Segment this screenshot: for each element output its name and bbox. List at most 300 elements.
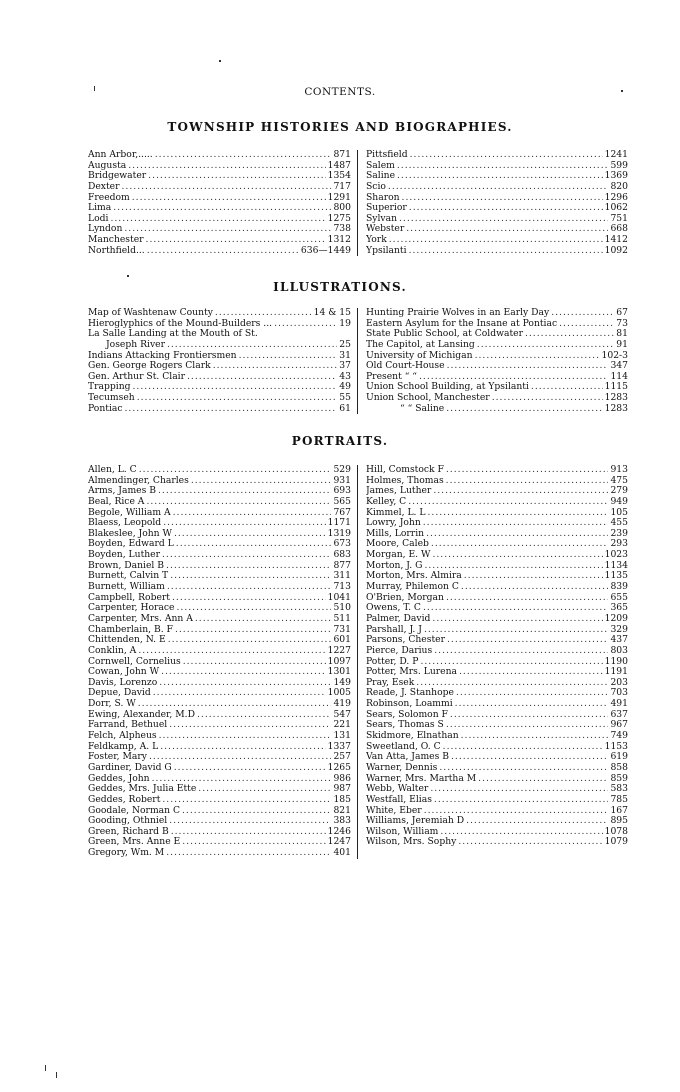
dot-leader xyxy=(173,508,332,519)
entry-page-number: 1337 xyxy=(327,741,351,752)
dot-leader xyxy=(451,752,608,763)
portraits-heading: PORTRAITS. xyxy=(291,434,389,448)
entry-name: Cornwell, Cornelius xyxy=(88,656,181,667)
entry-name: Chamberlain, B. F xyxy=(88,624,173,635)
dot-leader xyxy=(446,404,602,415)
entry-name: Gardiner, David G xyxy=(88,762,172,773)
entry-name: Indians Attacking Frontiersmen xyxy=(88,350,237,361)
entry-page-number: 114 xyxy=(610,371,628,382)
dot-leader xyxy=(434,795,609,806)
index-entry xyxy=(366,203,628,214)
index-entry xyxy=(88,784,351,795)
index-entry xyxy=(366,720,628,731)
dot-leader xyxy=(406,224,608,235)
entry-name: Westfall, Elias xyxy=(366,794,432,805)
entry-name: Ypsilanti xyxy=(366,245,407,256)
index-entry xyxy=(88,465,351,476)
entry-page-number: 738 xyxy=(333,224,351,235)
entry-page-number: 49 xyxy=(339,382,351,393)
dot-leader xyxy=(402,193,603,204)
entry-page-number: 1078 xyxy=(604,826,628,837)
entry-name: Warner, Mrs. Martha M xyxy=(366,773,477,784)
entry-page-number: 131 xyxy=(333,731,351,742)
index-entry xyxy=(366,224,628,235)
dot-leader xyxy=(239,351,338,362)
entry-name: White, Eber xyxy=(366,805,422,816)
illustrations-right-column xyxy=(358,308,628,414)
entry-name: Carpenter, Mrs. Ann A xyxy=(88,613,193,624)
entry-name: Kelley, C xyxy=(366,496,407,507)
entry-page-number: 311 xyxy=(333,571,351,582)
entry-page-number: 1023 xyxy=(604,550,628,561)
index-entry xyxy=(88,203,351,214)
entry-name: Robinson, Loammi xyxy=(366,699,453,710)
dot-leader xyxy=(409,246,603,257)
index-entry xyxy=(88,308,351,319)
index-entry xyxy=(88,635,351,646)
entry-name: Parshall, J. J xyxy=(366,624,422,635)
entry-page-number: 803 xyxy=(610,645,628,656)
dot-leader xyxy=(174,529,326,540)
entry-page-number: 1246 xyxy=(327,826,351,837)
entry-page-number: 949 xyxy=(610,496,628,507)
dot-leader xyxy=(439,763,608,774)
dot-leader xyxy=(478,774,608,785)
index-entry xyxy=(88,539,351,550)
entry-name: Blaess, Leopold xyxy=(88,518,162,529)
illustrations-index xyxy=(88,308,628,414)
entry-name: Morton, Mrs. Almira xyxy=(366,571,462,582)
dot-leader xyxy=(167,582,332,593)
index-entry xyxy=(366,214,628,225)
dot-leader xyxy=(461,582,609,593)
dot-leader xyxy=(416,678,608,689)
dot-leader xyxy=(426,529,608,540)
entry-page-number: 19 xyxy=(339,318,351,329)
entry-name: “ “ Saline xyxy=(400,403,445,414)
entry-name: Old Court-House xyxy=(366,361,445,372)
index-entry xyxy=(366,752,628,763)
dot-leader xyxy=(397,161,609,172)
entry-name: The Capitol, at Lansing xyxy=(366,339,475,350)
dot-leader xyxy=(146,497,331,508)
index-entry xyxy=(88,476,351,487)
dot-leader xyxy=(419,372,608,383)
index-entry xyxy=(88,382,351,393)
dot-leader xyxy=(162,795,331,806)
index-entry xyxy=(366,529,628,540)
entry-page-number: 1171 xyxy=(327,518,351,529)
dot-leader xyxy=(388,182,609,193)
index-entry xyxy=(366,837,628,848)
entry-name: Hieroglyphics of the Mound-Builders ... xyxy=(88,318,273,329)
dot-leader xyxy=(187,372,337,383)
dot-leader xyxy=(475,351,600,362)
index-entry xyxy=(366,710,628,721)
dot-leader xyxy=(466,816,608,827)
entry-name: Ewing, Alexander, M.D xyxy=(88,709,195,720)
dot-leader xyxy=(159,678,331,689)
index-entry xyxy=(88,235,351,246)
entry-name: Carpenter, Horace xyxy=(88,603,175,614)
entry-page-number: 565 xyxy=(333,496,351,507)
entry-page-number: 859 xyxy=(610,773,628,784)
index-entry xyxy=(366,795,628,806)
index-entry xyxy=(366,646,628,657)
entry-page-number: 1191 xyxy=(604,667,628,678)
entry-page-number: 967 xyxy=(610,720,628,731)
entry-page-number: 693 xyxy=(333,486,351,497)
index-entry xyxy=(88,593,351,604)
dot-leader xyxy=(459,667,603,678)
entry-name: Burnett, Calvin T xyxy=(88,571,169,582)
entry-page-number: 185 xyxy=(333,794,351,805)
entry-page-number: 510 xyxy=(333,603,351,614)
dot-leader xyxy=(139,465,332,476)
entry-page-number: 383 xyxy=(333,816,351,827)
townships-right-column xyxy=(358,150,628,256)
dot-leader xyxy=(559,319,614,330)
index-entry xyxy=(88,171,351,182)
index-entry xyxy=(88,763,351,774)
index-entry xyxy=(88,361,351,372)
entry-page-number: 329 xyxy=(610,624,628,635)
dot-leader xyxy=(152,774,332,785)
entry-name: Cowan, John W xyxy=(88,667,160,678)
index-entry xyxy=(366,742,628,753)
dot-leader xyxy=(160,742,325,753)
entry-page-number: 1079 xyxy=(604,837,628,848)
entry-name: Begole, William A xyxy=(88,507,171,518)
entry-name: Arms, James B xyxy=(88,486,156,497)
entry-page-number: 55 xyxy=(339,393,351,404)
index-entry xyxy=(366,246,628,257)
entry-page-number: 221 xyxy=(333,720,351,731)
entry-page-number: 81 xyxy=(616,329,628,340)
page-title: CONTENTS. xyxy=(304,86,376,98)
index-entry xyxy=(88,582,351,593)
dot-leader xyxy=(461,731,609,742)
index-entry xyxy=(88,837,351,848)
index-entry xyxy=(366,161,628,172)
index-entry xyxy=(88,816,351,827)
entry-page-number: 731 xyxy=(333,624,351,635)
entry-name: Joseph River xyxy=(106,339,165,350)
entry-name: Feldkamp, A. L xyxy=(88,741,159,752)
entry-page-number: 668 xyxy=(610,224,628,235)
entry-page-number: 1227 xyxy=(327,645,351,656)
dot-leader xyxy=(128,161,325,172)
index-entry xyxy=(366,582,628,593)
dot-leader xyxy=(409,203,603,214)
index-entry xyxy=(366,372,628,383)
index-entry xyxy=(88,329,351,340)
dot-leader xyxy=(423,518,609,529)
dot-leader xyxy=(440,827,602,838)
entry-page-number: 1241 xyxy=(604,150,628,160)
entry-page-number: 1005 xyxy=(327,688,351,699)
index-entry xyxy=(88,508,351,519)
entry-page-number: 877 xyxy=(333,560,351,571)
entry-name: Palmer, David xyxy=(366,613,431,624)
entry-name: Reade, J. Stanhope xyxy=(366,688,454,699)
entry-page-number: 102-3 xyxy=(601,350,628,361)
dot-leader xyxy=(443,742,603,753)
entry-name: Moore, Caleb xyxy=(366,539,429,550)
portraits-left-column xyxy=(88,465,358,859)
entry-name: Williams, Jeremiah D xyxy=(366,816,465,827)
entry-name: Morgan, E. W xyxy=(366,550,431,561)
dot-leader xyxy=(492,393,603,404)
entry-page-number: 279 xyxy=(610,486,628,497)
entry-page-number: 785 xyxy=(610,794,628,805)
entry-name: Pierce, Darius xyxy=(366,645,433,656)
entry-name: Goodale, Norman C xyxy=(88,805,180,816)
entry-name: Geddes, John xyxy=(88,773,150,784)
entry-name: Sears, Solomon F xyxy=(366,709,448,720)
entry-page-number: 14 & 15 xyxy=(313,308,351,318)
entry-name: Dorr, S. W xyxy=(88,699,136,710)
dot-leader xyxy=(447,635,608,646)
index-entry xyxy=(366,476,628,487)
dot-leader xyxy=(456,688,609,699)
entry-name: Sylvan xyxy=(366,213,398,224)
entry-page-number: 767 xyxy=(333,507,351,518)
entry-page-number: 167 xyxy=(610,805,628,816)
entry-name: Skidmore, Elnathan xyxy=(366,731,459,742)
index-entry xyxy=(366,603,628,614)
portraits-right-column xyxy=(358,465,628,859)
index-entry xyxy=(366,763,628,774)
dot-leader xyxy=(163,518,325,529)
index-entry xyxy=(88,774,351,785)
entry-page-number: 37 xyxy=(339,361,351,372)
entry-page-number: 637 xyxy=(610,709,628,720)
entry-page-number: 1291 xyxy=(327,192,351,203)
entry-page-number: 419 xyxy=(333,699,351,710)
entry-name: Pray, Esek xyxy=(366,677,415,688)
index-entry xyxy=(88,182,351,193)
entry-page-number: 149 xyxy=(333,677,351,688)
index-entry xyxy=(88,688,351,699)
entry-page-number: 749 xyxy=(610,731,628,742)
entry-name: Map of Washtenaw County xyxy=(88,308,213,318)
dot-leader xyxy=(138,646,325,657)
entry-name: Lowry, John xyxy=(366,518,421,529)
dot-leader xyxy=(446,465,609,476)
dot-leader xyxy=(274,319,337,330)
entry-name: Green, Richard B xyxy=(88,826,169,837)
entry-page-number: 1283 xyxy=(604,403,628,414)
dot-leader xyxy=(110,214,325,225)
index-entry xyxy=(88,193,351,204)
index-entry xyxy=(88,731,351,742)
index-entry xyxy=(88,710,351,721)
dot-leader xyxy=(161,667,326,678)
entry-name: Boyden, Edward L xyxy=(88,539,174,550)
entry-name: Sweetland, O. C xyxy=(366,741,441,752)
dot-leader xyxy=(137,393,338,404)
entry-page-number: 1153 xyxy=(604,741,628,752)
entry-name: Saline xyxy=(366,171,396,182)
index-entry xyxy=(88,827,351,838)
entry-name: University of Michigan xyxy=(366,350,473,361)
townships-left-column xyxy=(88,150,358,256)
entry-name: Eastern Asylum for the Insane at Pontiac xyxy=(366,318,558,329)
dot-leader xyxy=(424,806,609,817)
index-entry xyxy=(88,372,351,383)
entry-name: Holmes, Thomas xyxy=(366,475,444,486)
index-entry xyxy=(366,571,628,582)
dot-leader xyxy=(122,182,332,193)
entry-page-number: 293 xyxy=(610,539,628,550)
index-entry xyxy=(366,361,628,372)
index-entry xyxy=(88,806,351,817)
dot-leader xyxy=(167,340,337,351)
index-entry xyxy=(88,625,351,636)
dot-leader xyxy=(171,827,326,838)
index-entry xyxy=(366,657,628,668)
dot-leader xyxy=(424,625,608,636)
dot-leader xyxy=(432,614,602,625)
entry-page-number: 257 xyxy=(333,752,351,763)
index-entry xyxy=(88,614,351,625)
index-entry xyxy=(88,393,351,404)
dot-leader xyxy=(169,816,331,827)
index-entry xyxy=(88,351,351,362)
dot-leader xyxy=(166,561,331,572)
entry-page-number: 1092 xyxy=(604,245,628,256)
entry-page-number: 1487 xyxy=(327,160,351,171)
dot-leader xyxy=(148,171,325,182)
dot-leader xyxy=(170,571,331,582)
dot-leader xyxy=(174,763,326,774)
dot-leader xyxy=(464,571,603,582)
index-entry xyxy=(366,667,628,678)
dot-leader xyxy=(158,486,331,497)
dot-leader xyxy=(215,308,312,319)
entry-name: Lyndon xyxy=(88,224,123,235)
dot-leader xyxy=(428,508,609,519)
entry-name: Scio xyxy=(366,181,386,192)
entry-page-number: 601 xyxy=(333,635,351,646)
entry-page-number: 491 xyxy=(610,699,628,710)
dot-leader xyxy=(197,710,331,721)
index-entry xyxy=(366,171,628,182)
entry-page-number: 203 xyxy=(610,677,628,688)
entry-name: Felch, Alpheus xyxy=(88,731,157,742)
entry-name: Trapping xyxy=(88,382,131,393)
dot-leader xyxy=(434,646,608,657)
dot-leader xyxy=(132,193,326,204)
dot-leader xyxy=(159,731,332,742)
dot-leader xyxy=(430,784,608,795)
entry-page-number: 986 xyxy=(333,773,351,784)
entry-page-number: 455 xyxy=(610,518,628,529)
entry-page-number: 913 xyxy=(610,465,628,475)
entry-name: Geddes, Robert xyxy=(88,794,161,805)
entry-name: Wilson, Mrs. Sophy xyxy=(366,837,457,848)
index-entry xyxy=(366,497,628,508)
scan-speck xyxy=(45,1065,46,1071)
index-entry xyxy=(366,806,628,817)
index-entry xyxy=(366,319,628,330)
entry-page-number: 931 xyxy=(333,475,351,486)
dot-leader xyxy=(172,593,326,604)
dot-leader xyxy=(399,214,608,225)
entry-page-number: 800 xyxy=(333,203,351,214)
index-entry xyxy=(366,393,628,404)
index-entry xyxy=(88,657,351,668)
entry-page-number: 858 xyxy=(610,762,628,773)
entry-name: Sears, Thomas S xyxy=(366,720,444,731)
dot-leader xyxy=(420,657,602,668)
index-entry xyxy=(88,699,351,710)
dot-leader xyxy=(450,710,609,721)
index-entry xyxy=(366,518,628,529)
entry-page-number: 599 xyxy=(610,160,628,171)
index-entry xyxy=(366,539,628,550)
entry-page-number: 347 xyxy=(610,361,628,372)
index-entry xyxy=(88,678,351,689)
index-entry xyxy=(366,351,628,362)
index-entry xyxy=(88,720,351,731)
dot-leader xyxy=(446,720,609,731)
townships-index xyxy=(88,150,628,256)
entry-name: Lodi xyxy=(88,213,109,224)
index-entry xyxy=(366,486,628,497)
index-entry xyxy=(366,784,628,795)
entry-name: Warner, Dennis xyxy=(366,762,438,773)
dot-leader xyxy=(176,603,331,614)
entry-page-number: 703 xyxy=(610,688,628,699)
dot-leader xyxy=(191,476,332,487)
index-entry xyxy=(366,816,628,827)
index-entry xyxy=(88,529,351,540)
dot-leader xyxy=(166,848,331,859)
index-entry xyxy=(366,731,628,742)
index-entry xyxy=(366,150,628,161)
entry-name: Manchester xyxy=(88,235,144,246)
index-entry xyxy=(88,571,351,582)
entry-page-number: 1354 xyxy=(327,171,351,182)
entry-page-number: 365 xyxy=(610,603,628,614)
entry-name: James, Luther xyxy=(366,486,432,497)
entry-name: La Salle Landing at the Mouth of St. xyxy=(88,329,258,340)
entry-page-number: 1312 xyxy=(327,235,351,246)
entry-page-number: 437 xyxy=(610,635,628,646)
index-entry xyxy=(366,193,628,204)
entry-name: Freedom xyxy=(88,192,130,203)
entry-page-number: 1369 xyxy=(604,171,628,182)
index-entry xyxy=(88,848,351,859)
entry-page-number: 475 xyxy=(610,475,628,486)
index-entry xyxy=(366,182,628,193)
entry-name: Pittsfield xyxy=(366,150,408,160)
entry-page-number: 1209 xyxy=(604,613,628,624)
portraits-index xyxy=(88,465,628,859)
entry-name: Dexter xyxy=(88,181,120,192)
scan-speck xyxy=(127,275,129,277)
dot-leader xyxy=(155,150,332,161)
dot-leader xyxy=(138,699,332,710)
entry-name: Tecumseh xyxy=(88,393,135,404)
illustrations-heading: ILLUSTRATIONS. xyxy=(273,280,407,294)
entry-page-number: 73 xyxy=(616,318,628,329)
entry-name: Mills, Lorrin xyxy=(366,528,425,539)
index-entry xyxy=(88,214,351,225)
entry-page-number: 1247 xyxy=(327,837,351,848)
